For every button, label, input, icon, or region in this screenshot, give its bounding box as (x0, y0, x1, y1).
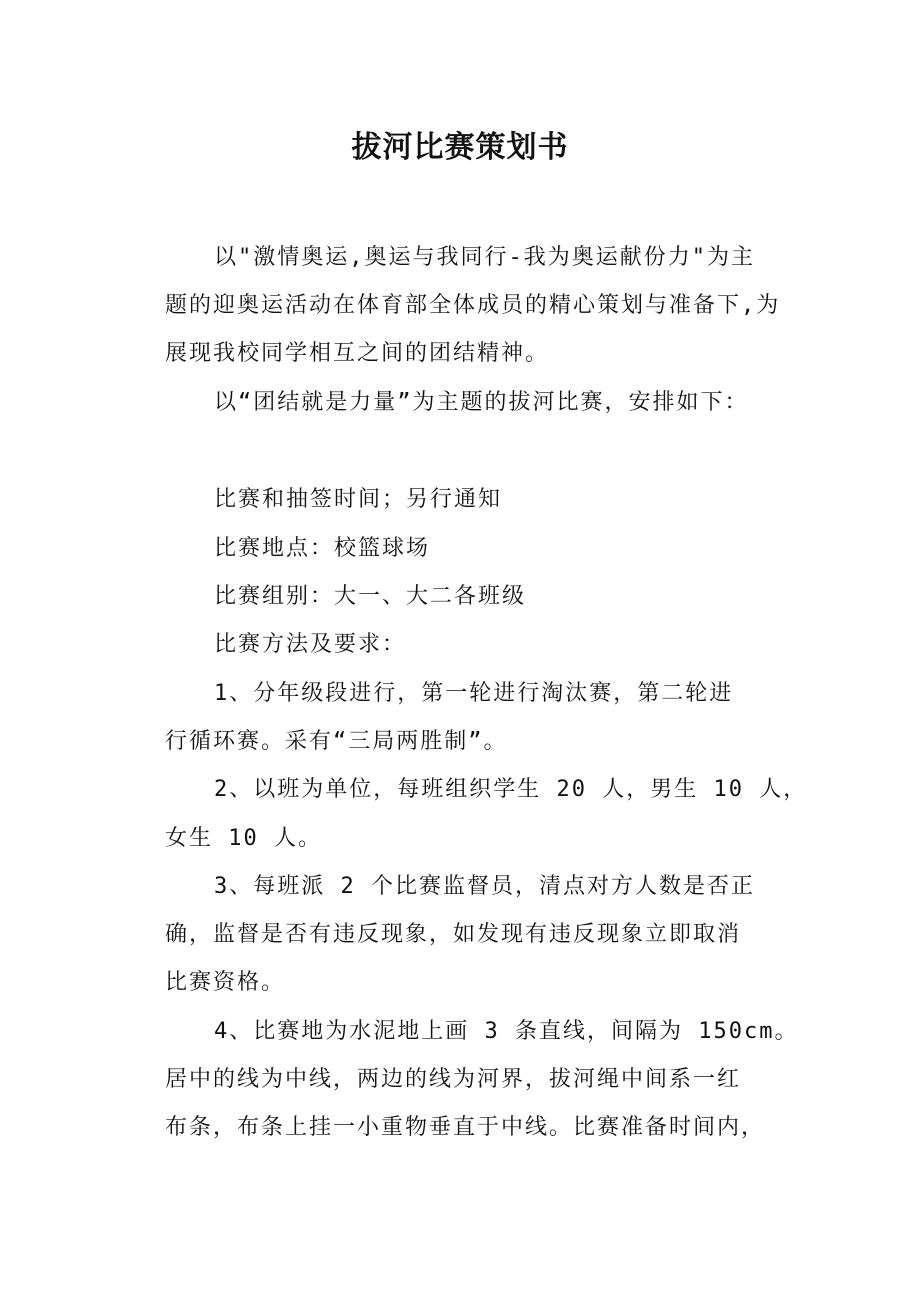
paragraph-line: 比赛资格。 (165, 970, 286, 995)
paragraph-line: 比赛和抽签时间；另行通知 (214, 487, 503, 512)
paragraph-line: 确，监督是否有违反现象，如发现有违反现象立即取消 (165, 922, 742, 947)
paragraph-line: 以“团结就是力量”为主题的拔河比赛，安排如下： (214, 390, 749, 415)
document-title: 拔河比赛策划书 (351, 130, 569, 165)
paragraph-line: 3、每班派 2 个比赛监督员，清点对方人数是否正 (214, 874, 755, 899)
paragraph-line: 2、以班为单位，每班组织学生 20 人，男生 10 人， (214, 777, 808, 802)
paragraph-line: 以"激情奥运,奥运与我同行-我为奥运献份力"为主 (214, 245, 755, 270)
paragraph-line: 布条，布条上挂一小重物垂直于中线。比赛准备时间内， (165, 1115, 766, 1140)
paragraph-line: 比赛地点：校篮球场 (214, 536, 431, 561)
paragraph-line: 4、比赛地为水泥地上画 3 条直线，间隔为 150cm。 (214, 1019, 799, 1044)
paragraph-line: 题的迎奥运活动在体育部全体成员的精心策划与准备下,为 (165, 293, 781, 318)
paragraph-line: 行循环赛。采有“三局两胜制”。 (165, 729, 508, 754)
paragraph-line: 女生 10 人。 (165, 826, 322, 851)
paragraph-line: 展现我校同学相互之间的团结精神。 (165, 341, 550, 366)
paragraph-line: 比赛组别：大一、大二各班级 (214, 584, 527, 609)
paragraph-line: 1、分年级段进行，第一轮进行淘汰赛，第二轮进 (214, 681, 734, 706)
paragraph-line: 居中的线为中线，两边的线为河界，拔河绳中间系一红 (165, 1067, 742, 1092)
paragraph-line: 比赛方法及要求： (214, 632, 407, 657)
